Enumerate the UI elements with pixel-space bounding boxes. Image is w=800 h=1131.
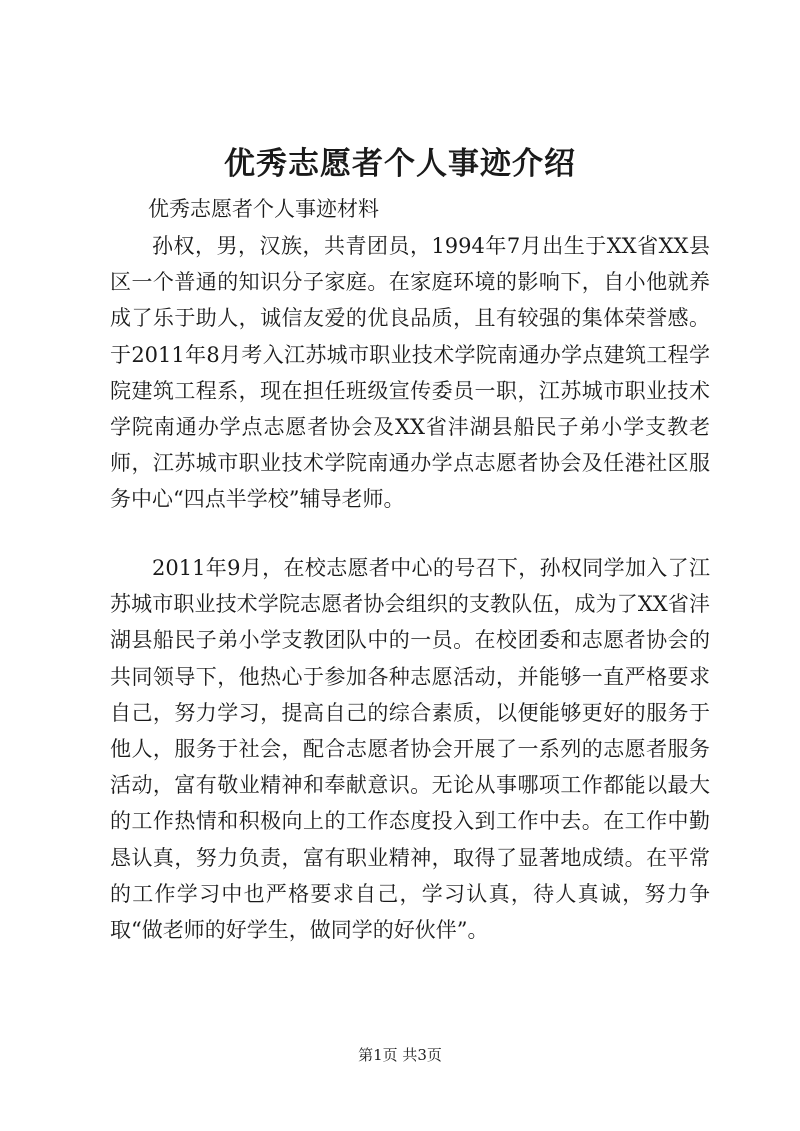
body-paragraph: 孙权，男，汉族，共青团员，1994年7月出生于XX省XX县区一个普通的知识分子家庭。在家庭环境的影响下，自小他就养成了乐于助人，诚信友爱的优良品质，且有较强的集体荣誉感。于2011年8月考入江苏城市职业技术学院南通办学点建筑工程学院建筑工程系，现在担任班级宣传委员一职，江苏城市职业技术学院南通办学点志愿者协会及XX省沣湖县船民子弟小学支教老师，江苏城市职业技术学院南通办学点志愿者协会及任港社区服务中心“四点半学校”辅导老师。 (110, 234, 710, 512)
document-title: 优秀志愿者个人事迹介绍 (224, 146, 576, 182)
body-paragraph: 2011年9月，在校志愿者中心的号召下，孙权同学加入了江苏城市职业技术学院志愿者协会组织的支教队伍，成为了XX省沣湖县船民子弟小学支教团队中的一员。在校团委和志愿者协会的共同领导下，他热心于参加各种志愿活动，并能够一直严格要求自己，努力学习，提高自己的综合素质，以便能够更好的服务于他人，服务于社会，配合志愿者协会开展了一系列的志愿者服务活动，富有敬业精神和奉献意识。无论从事哪项工作都能以最大的工作热情和积极向上的工作态度投入到工作中去。在工作中勤恳认真，努力负责，富有职业精神，取得了显著地成绩。在平常的工作学习中也严格要求自己，学习认真，待人真诚，努力争取“做老师的好学生，做同学的好伙伴”。 (110, 556, 710, 943)
document-subtitle: 优秀志愿者个人事迹材料 (148, 197, 379, 221)
page-number-footer: 第1页 共3页 (358, 1046, 442, 1064)
